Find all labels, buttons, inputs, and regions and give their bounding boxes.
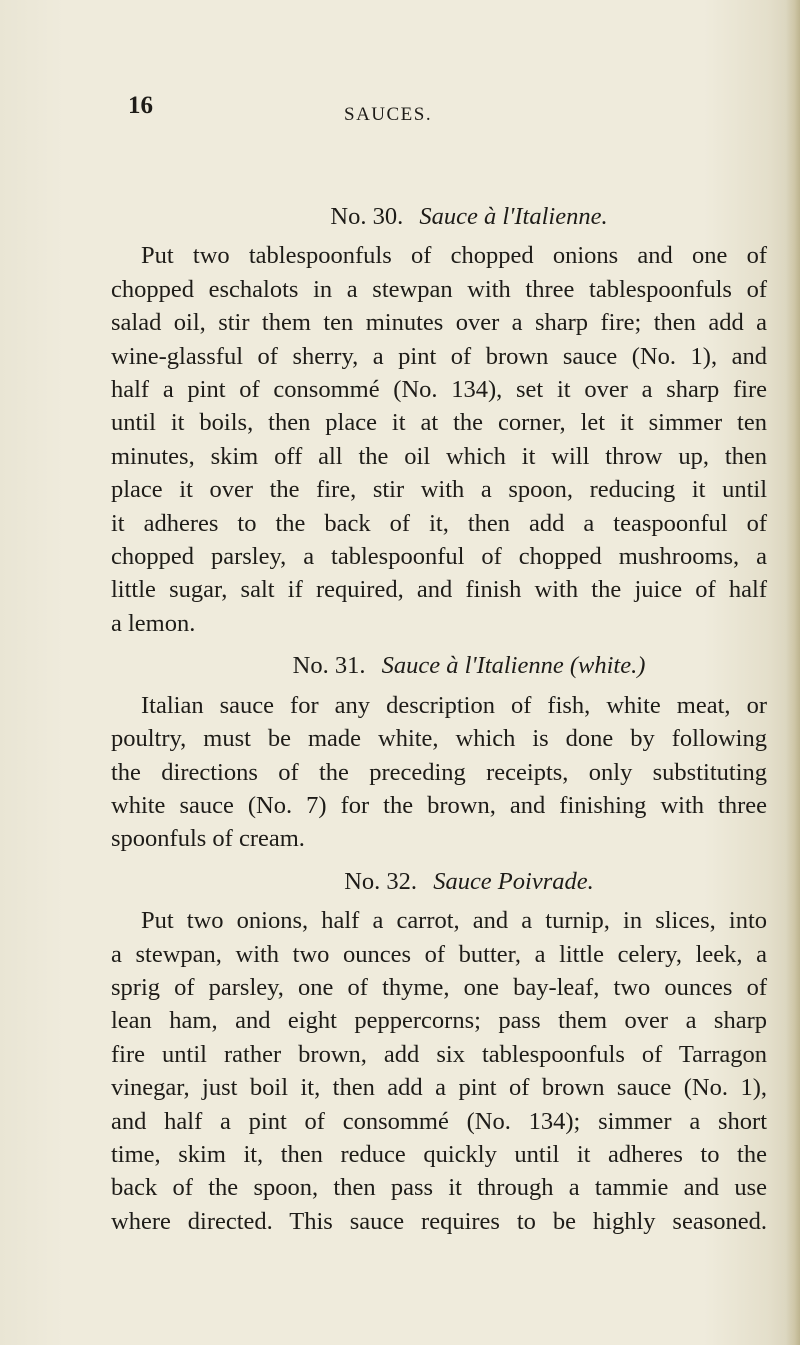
text-line: it adheres to the back of it, then add a teaspoonful of	[111, 509, 767, 537]
recipe-body-30	[111, 239, 767, 640]
text-line: white sauce (No. 7) for the brown, and finishing with three	[111, 791, 767, 819]
text-line: Italian sauce for any description of fish, white meat, or	[141, 691, 767, 719]
page-body	[111, 200, 767, 1238]
text-line: the directions of the preceding receipts, only substituting	[111, 758, 767, 786]
page-edge	[786, 0, 800, 1345]
text-line: a stewpan, with two ounces of butter, a little celery, leek, a	[111, 940, 767, 968]
recipe-number: No. 31.	[292, 652, 366, 680]
text-line: until it boils, then place it at the corner, let it simmer ten	[111, 409, 767, 437]
text-line: poultry, must be made white, which is done by following	[111, 725, 767, 753]
recipe-title-30	[111, 200, 767, 233]
text-line: chopped eschalots in a stewpan with three tablespoonfuls of	[111, 275, 767, 303]
text-line: vinegar, just boil it, then add a pint of brown sauce (No. 1),	[111, 1074, 767, 1102]
text-line: sprig of parsley, one of thyme, one bay-leaf, two ounces of	[111, 973, 767, 1001]
recipe-body-31	[111, 689, 767, 856]
text-line: lean ham, and eight peppercorns; pass them over a sharp	[111, 1007, 767, 1035]
text-line: where directed. This sauce requires to be highly seasoned.	[111, 1207, 767, 1235]
text-line: little sugar, salt if required, and finish with the juice of half	[111, 576, 767, 604]
text-line: half a pint of consommé (No. 134), set it over a sharp fire	[111, 376, 767, 404]
page-number: 16	[128, 92, 153, 119]
recipe-body-32	[111, 904, 767, 1238]
text-line: minutes, skim off all the oil which it will throw up, then	[111, 442, 767, 470]
text-line: a lemon.	[111, 609, 196, 637]
text-line: back of the spoon, then pass it through a tammie and use	[111, 1174, 767, 1202]
recipe-number: No. 30.	[330, 203, 404, 230]
text-line: fire until rather brown, add six tablespoonfuls of Tarragon	[111, 1040, 767, 1068]
text-line: spoonfuls of cream.	[111, 825, 305, 853]
running-head: SAUCES.	[344, 104, 433, 125]
text-line: Put two tablespoonfuls of chopped onions and one of	[141, 242, 767, 270]
text-line: chopped parsley, a tablespoonful of chopped mushrooms, a	[111, 543, 767, 571]
text-line: and half a pint of consommé (No. 134); simmer a short	[111, 1107, 767, 1135]
recipe-title-31	[111, 649, 767, 682]
recipe-title-32	[111, 865, 767, 898]
text-line: Put two onions, half a carrot, and a turnip, in slices, into	[141, 907, 767, 935]
text-line: wine-glassful of sherry, a pint of brown sauce (No. 1), and	[111, 342, 767, 370]
text-line: salad oil, stir them ten minutes over a sharp fire; then add a	[111, 309, 767, 337]
recipe-name: Sauce Poivrade.	[433, 867, 594, 895]
text-line: place it over the fire, stir with a spoon, reducing it until	[111, 476, 767, 504]
recipe-subtitle: (white.)	[569, 652, 646, 680]
recipe-name: Sauce à l'Italienne.	[419, 203, 608, 230]
recipe-number: No. 32.	[344, 867, 418, 895]
text-line: time, skim it, then reduce quickly until it adheres to the	[111, 1140, 767, 1168]
recipe-name: Sauce à l'Italienne	[381, 652, 564, 680]
